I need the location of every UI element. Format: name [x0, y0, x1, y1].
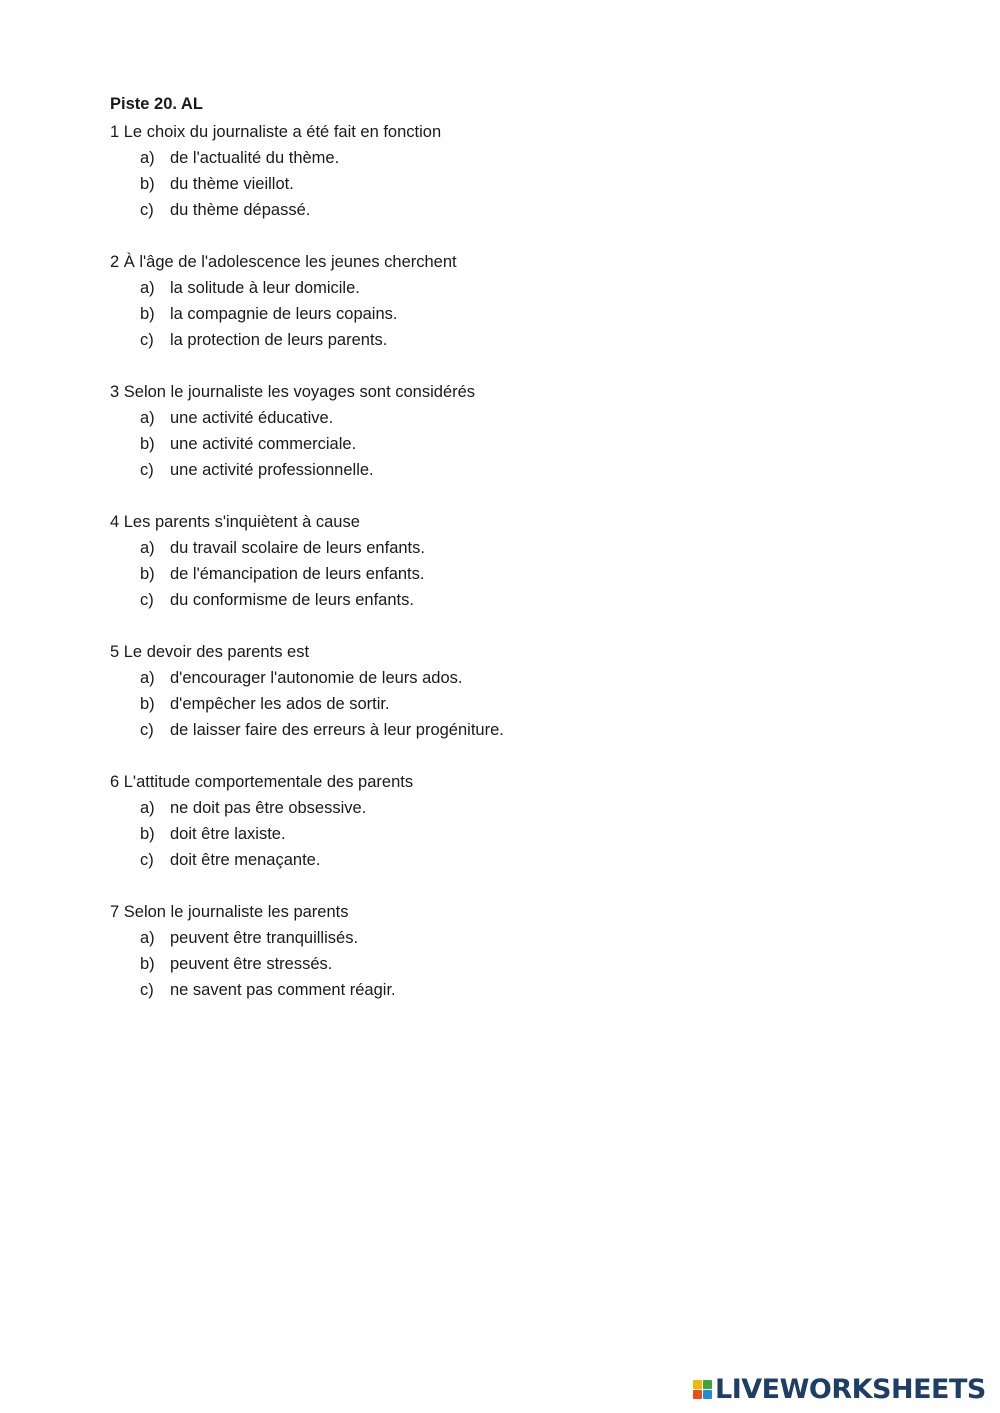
worksheet — [110, 93, 910, 1029]
option-text: d'empêcher les ados de sortir. — [170, 695, 390, 713]
answer-option[interactable] — [110, 717, 910, 743]
option-text: peuvent être stressés. — [170, 955, 333, 973]
answer-option[interactable] — [110, 587, 910, 613]
question-text: 4 Les parents s'inquiètent à cause — [110, 513, 360, 531]
answer-option[interactable] — [110, 301, 910, 327]
answer-option[interactable] — [110, 171, 910, 197]
option-text: du travail scolaire de leurs enfants. — [170, 539, 425, 557]
answer-option[interactable] — [110, 275, 910, 301]
question-6 — [110, 769, 910, 873]
question-text: 7 Selon le journaliste les parents — [110, 903, 349, 921]
option-text: doit être menaçante. — [170, 851, 321, 869]
answer-option[interactable] — [110, 405, 910, 431]
answer-option[interactable] — [110, 457, 910, 483]
option-text: du thème dépassé. — [170, 201, 311, 219]
question-1 — [110, 119, 910, 223]
question-text: 1 Le choix du journaliste a été fait en fonction — [110, 123, 442, 141]
option-letter: a) — [140, 149, 155, 167]
question-text: 5 Le devoir des parents est — [110, 643, 310, 661]
option-text: peuvent être tranquillisés. — [170, 929, 359, 947]
answer-option[interactable] — [110, 145, 910, 171]
option-letter: b) — [140, 825, 155, 843]
option-letter: a) — [140, 799, 155, 817]
option-letter: a) — [140, 669, 155, 687]
option-text: de l'émancipation de leurs enfants. — [170, 565, 425, 583]
option-letter: b) — [140, 565, 155, 583]
option-letter: a) — [140, 929, 155, 947]
option-letter: c) — [140, 721, 154, 739]
option-letter: c) — [140, 981, 154, 999]
option-text: la protection de leurs parents. — [170, 331, 388, 349]
option-letter: c) — [140, 461, 154, 479]
option-letter: c) — [140, 201, 154, 219]
question-text: 2 À l'âge de l'adolescence les jeunes cherchent — [110, 253, 457, 271]
question-7 — [110, 899, 910, 1003]
option-text: une activité commerciale. — [170, 435, 357, 453]
answer-option[interactable] — [110, 431, 910, 457]
option-text: une activité professionnelle. — [170, 461, 374, 479]
page-title: Piste 20. AL — [110, 95, 203, 113]
option-text: de laisser faire des erreurs à leur progéniture. — [170, 721, 504, 739]
option-text: du conformisme de leurs enfants. — [170, 591, 414, 609]
answer-option[interactable] — [110, 327, 910, 353]
answer-option[interactable] — [110, 977, 910, 1003]
logo-tile — [703, 1380, 712, 1389]
answer-option[interactable] — [110, 691, 910, 717]
option-text: la solitude à leur domicile. — [170, 279, 360, 297]
answer-option[interactable] — [110, 951, 910, 977]
answer-option[interactable] — [110, 795, 910, 821]
option-letter: a) — [140, 409, 155, 427]
option-letter: a) — [140, 539, 155, 557]
option-letter: a) — [140, 279, 155, 297]
answer-option[interactable] — [110, 665, 910, 691]
option-text: ne doit pas être obsessive. — [170, 799, 367, 817]
option-text: d'encourager l'autonomie de leurs ados. — [170, 669, 463, 687]
answer-option[interactable] — [110, 561, 910, 587]
logo-text: LIVEWORKSHEETS — [715, 1373, 986, 1405]
option-letter: b) — [140, 695, 155, 713]
option-text: doit être laxiste. — [170, 825, 286, 843]
option-letter: c) — [140, 851, 154, 869]
option-letter: c) — [140, 591, 154, 609]
question-text: 6 L'attitude comportementale des parents — [110, 773, 414, 791]
option-letter: b) — [140, 435, 155, 453]
question-text: 3 Selon le journaliste les voyages sont considérés — [110, 383, 476, 401]
logo-tile — [693, 1380, 702, 1389]
answer-option[interactable] — [110, 847, 910, 873]
answer-option[interactable] — [110, 197, 910, 223]
option-text: la compagnie de leurs copains. — [170, 305, 398, 323]
question-3 — [110, 379, 910, 483]
question-4 — [110, 509, 910, 613]
logo-tile — [703, 1390, 712, 1399]
option-letter: c) — [140, 331, 154, 349]
answer-option[interactable] — [110, 535, 910, 561]
question-list — [110, 119, 910, 1003]
option-letter: b) — [140, 955, 155, 973]
answer-option[interactable] — [110, 821, 910, 847]
question-2 — [110, 249, 910, 353]
option-text: ne savent pas comment réagir. — [170, 981, 396, 999]
option-letter: b) — [140, 305, 155, 323]
option-text: du thème vieillot. — [170, 175, 294, 193]
logo-tile — [693, 1390, 702, 1399]
option-letter: b) — [140, 175, 155, 193]
option-text: de l'actualité du thème. — [170, 149, 340, 167]
liveworksheets-logo — [693, 1374, 986, 1404]
question-5 — [110, 639, 910, 743]
answer-option[interactable] — [110, 925, 910, 951]
option-text: une activité éducative. — [170, 409, 334, 427]
logo-mark-icon — [693, 1380, 712, 1399]
